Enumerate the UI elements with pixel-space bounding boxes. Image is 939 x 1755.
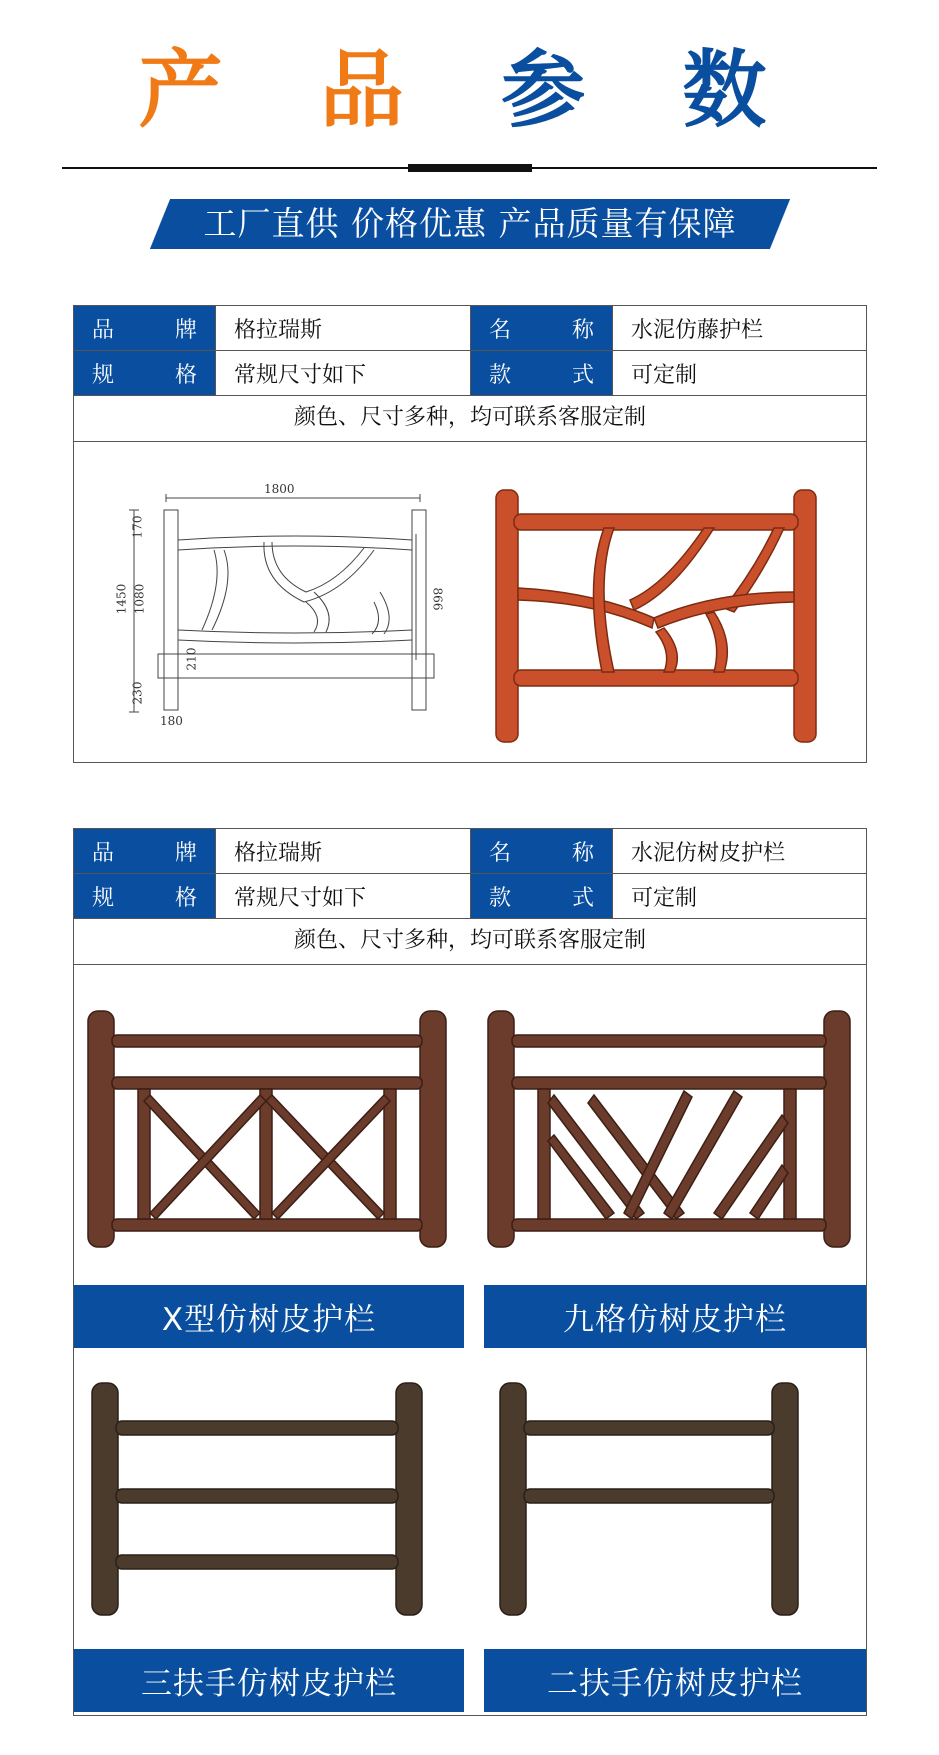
label-char: 名 (489, 840, 512, 866)
dim-panel-height: 1080 (132, 583, 147, 615)
rattan-fence-photo (74, 442, 868, 762)
customization-note: 颜色、尺寸多种，均可联系客服定制 (74, 396, 866, 442)
x-type-caption: X型仿树皮护栏 (74, 1285, 464, 1348)
label-char: 格 (174, 885, 197, 911)
name-value: 水泥仿树皮护栏 (631, 840, 786, 866)
dim-base: 230 (130, 681, 145, 705)
three-rail-caption: 三扶手仿树皮护栏 (74, 1649, 464, 1712)
style-label (471, 351, 613, 395)
three-rail-fence-image (84, 1379, 464, 1629)
name-value: 水泥仿藤护栏 (631, 317, 764, 343)
dim-width: 1800 (264, 482, 295, 496)
spec-label (74, 874, 216, 918)
title-part-orange: 产 品 (138, 41, 438, 139)
nine-grid-fence-image (484, 1005, 864, 1265)
style-value: 可定制 (631, 885, 698, 911)
two-rail-caption: 二扶手仿树皮护栏 (484, 1649, 866, 1712)
label-char: 称 (571, 840, 594, 866)
label-char: 规 (92, 885, 115, 911)
label-char: 式 (571, 362, 594, 388)
spec-label (74, 351, 216, 395)
label-char: 称 (571, 317, 594, 343)
label-char: 品 (92, 317, 115, 343)
customization-note: 颜色、尺寸多种，均可联系客服定制 (74, 919, 866, 965)
label-char: 式 (571, 885, 594, 911)
slogan-text: 工厂直供 价格优惠 产品质量有保障 (203, 204, 737, 243)
label-char: 格 (174, 362, 197, 388)
spec-table-bark (73, 828, 867, 1716)
nine-grid-caption: 九格仿树皮护栏 (484, 1285, 866, 1348)
label-char: 款 (489, 885, 512, 911)
dim-right: 866 (430, 587, 445, 611)
brand-value: 格拉瑞斯 (216, 829, 471, 873)
spec-table-rattan (73, 305, 867, 763)
brand-label (74, 829, 216, 873)
page-title (0, 40, 939, 140)
label-char: 款 (489, 362, 512, 388)
style-value: 可定制 (631, 362, 698, 388)
x-type-fence-image (84, 1005, 464, 1265)
dim-gap: 210 (184, 647, 199, 671)
brand-value: 格拉瑞斯 (216, 306, 471, 350)
two-rail-fence-image (484, 1379, 864, 1629)
label-char: 牌 (174, 317, 197, 343)
style-label (471, 874, 613, 918)
divider-accent (408, 164, 532, 172)
name-label (471, 829, 613, 873)
product-grid (74, 965, 866, 1715)
dim-top: 170 (130, 515, 145, 539)
rattan-image-area (74, 442, 866, 762)
name-label (471, 306, 613, 350)
label-char: 名 (489, 317, 512, 343)
brand-label (74, 306, 216, 350)
dim-total-height: 1450 (114, 583, 129, 615)
title-part-blue: 参 数 (501, 41, 801, 139)
dim-post: 180 (160, 714, 183, 728)
label-char: 品 (92, 840, 115, 866)
spec-value: 常规尺寸如下 (216, 351, 471, 395)
label-char: 牌 (174, 840, 197, 866)
label-char: 规 (92, 362, 115, 388)
spec-value: 常规尺寸如下 (216, 874, 471, 918)
